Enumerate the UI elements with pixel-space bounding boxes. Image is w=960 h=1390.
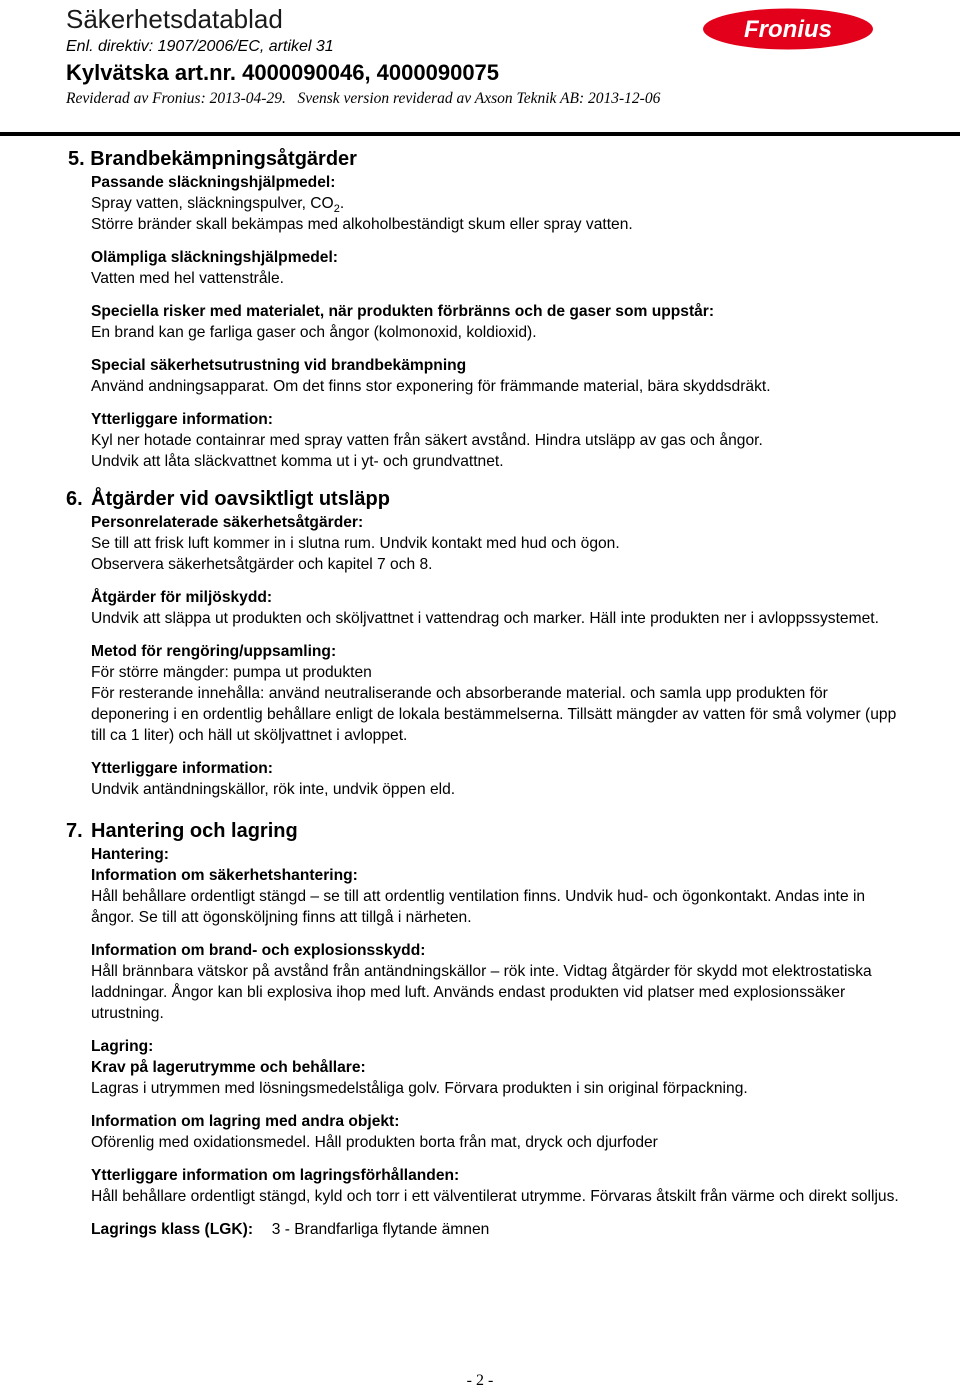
svg-text:Fronius: Fronius xyxy=(744,16,832,43)
special-risks-text: En brand kan ge farliga gaser och ångor (kolmonoxid, koldioxid). xyxy=(91,324,537,341)
storage-class-value: 3 - Brandfarliga flytande ämnen xyxy=(271,1221,490,1238)
additional-info-text-2: Undvik att låta släckvattnet komma ut i yt- och grundvattnet. xyxy=(91,453,504,470)
personal-precautions-text-2: Observera säkerhetsåtgärder och kapitel 7 och 8. xyxy=(91,556,433,573)
product-title: Kylvätska art.nr. 4000090046, 4000090075 xyxy=(66,60,500,85)
suitable-extinguishers-note: Större bränder skall bekämpas med alkoholbeständigt skum eller spray vatten. xyxy=(91,216,633,233)
protective-equipment-text: Använd andningsapparat. Om det finns stor exponering för främmande material, bära skyddsdräkt. xyxy=(91,378,771,395)
cleanup-method-text-2: För resterande innehålla: använd neutraliserande och absorberande material. och samla upp produkten för deponering i en ordentlig behållare enligt de lokala bestämmelserna. Tillsätt mängder av vatten för små volymer (upp till ca 1 liter) och häll ut sköljvattnet i avloppet. xyxy=(91,685,897,744)
special-risks-label: Speciella risker med materialet, när produkten förbränns och de gaser som uppstår: xyxy=(91,303,715,320)
section-5-body xyxy=(0,172,960,472)
cleanup-method-label: Metod för rengöring/uppsamling: xyxy=(91,643,337,660)
unsuitable-extinguishers-text: Vatten med hel vattenstråle. xyxy=(91,270,285,287)
section-7-heading: 7. Hantering och lagring xyxy=(66,820,298,842)
joint-storage-label: Information om lagring med andra objekt: xyxy=(91,1113,400,1130)
page-number: - 2 - xyxy=(466,1372,494,1389)
storage-requirements-label: Krav på lagerutrymme och behållare: xyxy=(91,1059,366,1076)
document-header xyxy=(66,4,660,109)
cleanup-method-text: För större mängder: pumpa ut produkten xyxy=(91,664,372,681)
joint-storage-text: Oförenlig med oxidationsmedel. Håll produkten borta från mat, dryck och djurfoder xyxy=(91,1134,658,1151)
storage-conditions-text: Håll behållare ordentligt stängd, kyld och torr i ett välventilerat utrymme. Förvaras åtskilt från värme och direkt solljus. xyxy=(91,1188,899,1205)
document-title: Säkerhetsdatablad xyxy=(66,4,283,34)
environmental-precautions-text: Undvik att släppa ut produkten och sköljvattnet i vattendrag och marker. Häll inte produkten ner i avloppssystemet. xyxy=(91,610,879,627)
revision-note: Reviderad av Fronius: 2013-04-29. Svensk version reviderad av Axson Teknik AB: 2013-12-06 xyxy=(66,90,661,107)
header-divider xyxy=(0,132,960,136)
personal-precautions-label: Personrelaterade säkerhetsåtgärder: xyxy=(91,514,364,531)
section-7-body xyxy=(0,844,960,1240)
additional-info-text: Kyl ner hotade containrar med spray vatten från säkert avstånd. Hindra utsläpp av gas och ångor. xyxy=(91,432,763,449)
additional-info-label: Ytterliggare information: xyxy=(91,411,273,428)
safe-handling-label: Information om säkerhetshantering: xyxy=(91,867,358,884)
unsuitable-extinguishers-label: Olämpliga släckningshjälpmedel: xyxy=(91,249,338,266)
handling-label: Hantering: xyxy=(91,846,169,863)
directive-reference: Enl. direktiv: 1907/2006/EC, artikel 31 xyxy=(66,38,334,55)
storage-requirements-text: Lagras i utrymmen med lösningsmedelståliga golv. Förvara produkten i sin original förpackning. xyxy=(91,1080,748,1097)
fire-protection-text: Håll brännbara vätskor på avstånd från antändningskällor – rök inte. Vidtag åtgärder för skydd mot elektrostatiska laddningar. Ångor kan bli explosiva ihop med luft. Används endast produkten vid platser med explosionssäker utrustning. xyxy=(91,963,872,1022)
storage-conditions-label: Ytterliggare information om lagringsförhållanden: xyxy=(91,1167,460,1184)
personal-precautions-text: Se till att frisk luft kommer in i slutna rum. Undvik kontakt med hud och ögon. xyxy=(91,535,620,552)
fronius-logo xyxy=(702,8,874,50)
additional-info-text: Undvik antändningskällor, rök inte, undvik öppen eld. xyxy=(91,781,456,798)
section-6-body xyxy=(0,512,960,800)
suitable-extinguishers-text: Spray vatten, släckningspulver, $CO_2$. xyxy=(91,195,345,216)
storage-class-label: Lagrings klass (LGK): xyxy=(91,1221,254,1238)
suitable-extinguishers-label: Passande släckningshjälpmedel: xyxy=(91,174,336,191)
fire-protection-label: Information om brand- och explosionsskydd: xyxy=(91,942,426,959)
document-body xyxy=(0,146,960,1240)
additional-info-label: Ytterliggare information: xyxy=(91,760,273,777)
safe-handling-text: Håll behållare ordentligt stängd – se till att ordentlig ventilation finns. Undvik hud- och ögonkontakt. Andas inte in ångor. Se till att ögonsköljning finns att tillgå i närheten. xyxy=(91,888,866,926)
protective-equipment-label: Special säkerhetsutrustning vid brandbekämpning xyxy=(91,357,467,374)
section-6-heading: 6. Åtgärder vid oavsiktligt utsläpp xyxy=(66,488,390,510)
storage-class-row xyxy=(91,1219,900,1240)
storage-label: Lagring: xyxy=(91,1038,154,1055)
environmental-precautions-label: Åtgärder för miljöskydd: xyxy=(91,589,273,606)
section-5-heading: 5. Brandbekämpningsåtgärder xyxy=(68,148,357,170)
